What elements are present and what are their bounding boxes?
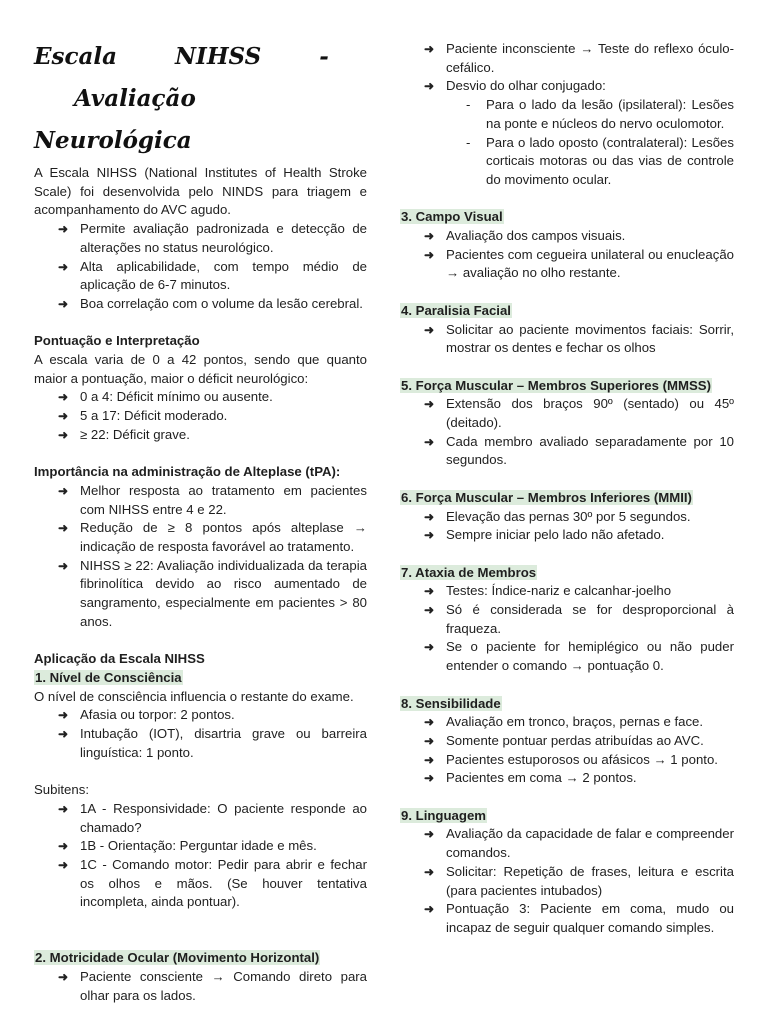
list-item: ➜ ≥ 22: Déficit grave. [80, 426, 367, 445]
title-word: Avaliação [74, 85, 196, 112]
list-item: ➜ Paciente consciente → Comando direto para olhar para os lados. [80, 968, 367, 1005]
section-heading: Aplicação da Escala NIHSS [34, 651, 205, 667]
subitens-list [34, 800, 367, 912]
left-column [34, 0, 367, 1006]
list-item: ➜ Melhor resposta ao tratamento em pacientes com NIHSS entre 4 e 22. [80, 482, 367, 519]
s5-list [400, 395, 734, 470]
s6-list [400, 508, 734, 545]
section-heading-highlighted: 6. Força Muscular – Membros Inferiores (MMII) [401, 489, 692, 505]
s2-sublist [400, 96, 734, 190]
section-heading-highlighted: 4. Paralisia Facial [401, 302, 511, 318]
title-word: - [319, 43, 329, 70]
list-item: ➜ Boa correlação com o volume da lesão cerebral. [80, 295, 367, 314]
list-item: ➜ Avaliação da capacidade de falar e compreender comandos. [446, 825, 734, 862]
list-item: ➜ Avaliação em tronco, braços, pernas e face. [446, 713, 734, 732]
list-item: ➜ 1B - Orientação: Perguntar idade e mês. [80, 837, 367, 856]
list-item: ➜ Paciente inconsciente → Teste do reflexo óculo-cefálico. [446, 40, 734, 77]
list-item: ➜ 1A - Responsividade: O paciente responde ao chamado? [80, 800, 367, 837]
title-word: Neurológica [34, 127, 192, 154]
page-title [34, 36, 367, 162]
subitens-label: Subitens: [34, 782, 89, 798]
s4-list [400, 321, 734, 358]
list-item: ➜ Se o paciente for hemiplégico ou não puder entender o comando → pontuação 0. [446, 638, 734, 675]
s2-list-continued [400, 40, 734, 96]
list-item: ➜ Solicitar ao paciente movimentos faciais: Sorrir, mostrar os dentes e fechar os olhos [446, 321, 734, 358]
list-item: ➜ Desvio do olhar conjugado: [446, 77, 734, 96]
section-heading-highlighted: 9. Linguagem [401, 807, 486, 823]
list-item: ➜ Sempre iniciar pelo lado não afetado. [446, 526, 734, 545]
s2-list [34, 968, 367, 1005]
section-heading-highlighted: 3. Campo Visual [401, 209, 503, 225]
list-item: ➜ Somente pontuar perdas atribuídas ao AVC. [446, 732, 734, 751]
title-word: Escala [34, 43, 118, 70]
s1-list [34, 706, 367, 762]
section-heading-highlighted: 1. Nível de Consciência [35, 669, 182, 685]
s8-list [400, 713, 734, 788]
list-item: ➜ Permite avaliação padronizada e detecção de alterações no status neurológico. [80, 220, 367, 257]
s3-list [400, 227, 734, 283]
section-heading-highlighted: 5. Força Muscular – Membros Superiores (MMSS) [401, 377, 711, 393]
list-item: ➜ Elevação das pernas 30º por 5 segundos. [446, 508, 734, 527]
section-heading-highlighted: 8. Sensibilidade [401, 695, 501, 711]
section-text: O nível de consciência influencia o restante do exame. [34, 688, 354, 704]
list-item: ➜ Alta aplicabilidade, com tempo médio de aplicação de 6-7 minutos. [80, 258, 367, 295]
list-item: ➜ Solicitar: Repetição de frases, leitura e escrita (para pacientes intubados) [446, 863, 734, 900]
list-item: ➜ Cada membro avaliado separadamente por 10 segundos. [446, 433, 734, 470]
section-heading: Importância na administração de Alteplase (tPA): [34, 464, 341, 480]
s9-list [400, 825, 734, 937]
section-heading: Pontuação e Interpretação [34, 333, 200, 349]
list-item: ➜ Pontuação 3: Paciente em coma, mudo ou incapaz de seguir qualquer comando simples. [446, 900, 734, 937]
list-item: ➜ Extensão dos braços 90º (sentado) ou 45º (deitado). [446, 395, 734, 432]
list-item: ➜ Intubação (IOT), disartria grave ou barreira linguística: 1 ponto. [80, 725, 367, 762]
section-heading-highlighted: 2. Motricidade Ocular (Movimento Horizontal) [35, 950, 320, 966]
list-item: ➜ 5 a 17: Déficit moderado. [80, 407, 367, 426]
list-item: ➜ Avaliação dos campos visuais. [446, 227, 734, 246]
list-item: ➜ 1C - Comando motor: Pedir para abrir e fechar os olhos e mãos. (Se houver tentativa incompleta, ainda pontuar). [80, 856, 367, 912]
list-item: ➜ Pacientes com cegueira unilateral ou enucleação → avaliação no olho restante. [446, 246, 734, 283]
list-item: ➜ Redução de ≥ 8 pontos após alteplase → indicação de resposta favorável ao tratamento. [80, 519, 367, 556]
list-item: - Para o lado oposto (contralateral): Lesões corticais motoras ou das vias de controle do movimento ocular. [486, 134, 734, 190]
list-item: - Para o lado da lesão (ipsilateral): Lesões na ponte e núcleos do nervo oculomotor. [486, 96, 734, 133]
list-item: ➜ Testes: Índice-nariz e calcanhar-joelho [446, 582, 734, 601]
list-item: ➜ Afasia ou torpor: 2 pontos. [80, 706, 367, 725]
title-word: NIHSS [175, 43, 262, 70]
list-item: ➜ Pacientes em coma → 2 pontos. [446, 769, 734, 788]
pontuacao-list [34, 388, 367, 444]
list-item: ➜ 0 a 4: Déficit mínimo ou ausente. [80, 388, 367, 407]
list-item: ➜ Só é considerada se for desproporcional à fraqueza. [446, 601, 734, 638]
section-text: A escala varia de 0 a 42 pontos, sendo que quanto maior a pontuação, maior o déficit neurológico: [34, 352, 367, 386]
s7-list [400, 582, 734, 676]
list-item: ➜ Pacientes estuporosos ou afásicos → 1 ponto. [446, 751, 734, 770]
right-column [400, 40, 734, 938]
intro-list [34, 220, 367, 314]
intro-text: A Escala NIHSS (National Institutes of Health Stroke Scale) foi desenvolvida pelo NINDS para triagem e acompanhamento do AVC agudo. [34, 165, 367, 218]
list-item: ➜ NIHSS ≥ 22: Avaliação individualizada da terapia fibrinolítica devido ao risco aumentado de sangramento, especialmente em pacientes > 80 anos. [80, 557, 367, 632]
importancia-list [34, 482, 367, 632]
section-heading-highlighted: 7. Ataxia de Membros [401, 564, 537, 580]
